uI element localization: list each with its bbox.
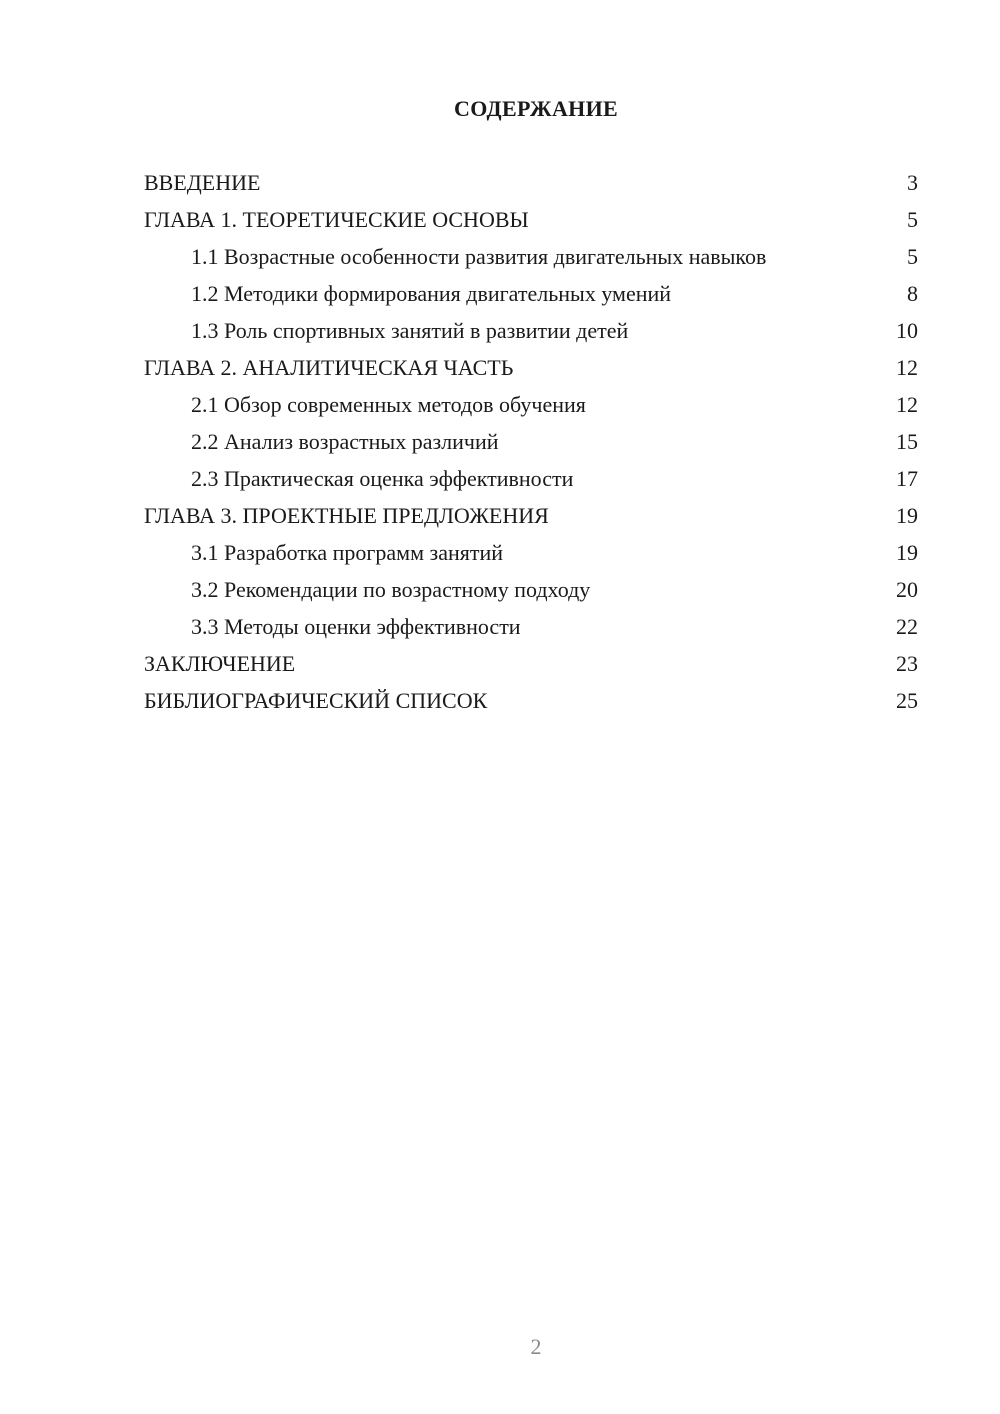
toc-entry-label: 2.2 Анализ возрастных различий (191, 429, 499, 454)
toc-entry-section-2-2[interactable] (144, 429, 918, 455)
toc-entry-page: 19 (896, 540, 918, 565)
toc-entry-label: 2.1 Обзор современных методов обучения (191, 392, 586, 417)
toc-entry-conclusion[interactable] (144, 651, 918, 677)
toc-entry-chapter-1[interactable] (144, 207, 918, 233)
toc-entry-page: 10 (896, 318, 918, 343)
toc-entry-label: 3.2 Рекомендации по возрастному подходу (191, 577, 591, 602)
toc-entry-section-2-1[interactable] (144, 392, 918, 418)
toc-entry-section-3-2[interactable] (144, 577, 918, 603)
toc-entry-chapter-3[interactable] (144, 503, 918, 529)
toc-entry-page: 5 (907, 207, 918, 232)
toc-entry-page: 12 (896, 392, 918, 417)
toc-entry-page: 17 (896, 466, 918, 491)
toc-entry-label: 2.3 Практическая оценка эффективности (191, 466, 574, 491)
toc-entry-label: 1.1 Возрастные особенности развития двигательных навыков (191, 244, 767, 269)
toc-entry-page: 22 (896, 614, 918, 639)
toc-entry-section-1-2[interactable] (144, 281, 918, 307)
toc-entry-label: ГЛАВА 2. АНАЛИТИЧЕСКАЯ ЧАСТЬ (144, 355, 514, 380)
toc-entry-section-3-1[interactable] (144, 540, 918, 566)
toc-entry-chapter-2[interactable] (144, 355, 918, 381)
page-title: СОДЕРЖАНИЕ (454, 96, 618, 121)
toc-entry-label: ЗАКЛЮЧЕНИЕ (144, 651, 296, 676)
toc-entry-label: ВВЕДЕНИЕ (144, 170, 261, 195)
toc-entry-section-3-3[interactable] (144, 614, 918, 640)
toc-entry-section-1-3[interactable] (144, 318, 918, 344)
toc-entry-introduction[interactable] (144, 170, 918, 196)
toc-entry-page: 5 (907, 244, 918, 269)
toc-entry-label: ГЛАВА 1. ТЕОРЕТИЧЕСКИЕ ОСНОВЫ (144, 207, 529, 232)
toc-entry-section-2-3[interactable] (144, 466, 918, 492)
toc-entry-page: 3 (907, 170, 918, 195)
table-of-contents (144, 170, 918, 725)
toc-entry-label: 1.3 Роль спортивных занятий в развитии детей (191, 318, 629, 343)
toc-entry-section-1-1[interactable] (144, 244, 918, 270)
toc-entry-label: 1.2 Методики формирования двигательных умений (191, 281, 672, 306)
toc-entry-page: 19 (896, 503, 918, 528)
toc-entry-page: 20 (896, 577, 918, 602)
toc-entry-label: 3.1 Разработка программ занятий (191, 540, 504, 565)
toc-entry-label: ГЛАВА 3. ПРОЕКТНЫЕ ПРЕДЛОЖЕНИЯ (144, 503, 549, 528)
page-number: 2 (530, 1334, 542, 1359)
toc-entry-page: 23 (896, 651, 918, 676)
toc-entry-page: 12 (896, 355, 918, 380)
toc-entry-page: 25 (896, 688, 918, 713)
toc-entry-label: БИБЛИОГРАФИЧЕСКИЙ СПИСОК (144, 688, 488, 713)
toc-entry-page: 15 (896, 429, 918, 454)
toc-entry-bibliography[interactable] (144, 688, 918, 714)
toc-entry-label: 3.3 Методы оценки эффективности (191, 614, 521, 639)
toc-entry-page: 8 (907, 281, 918, 306)
